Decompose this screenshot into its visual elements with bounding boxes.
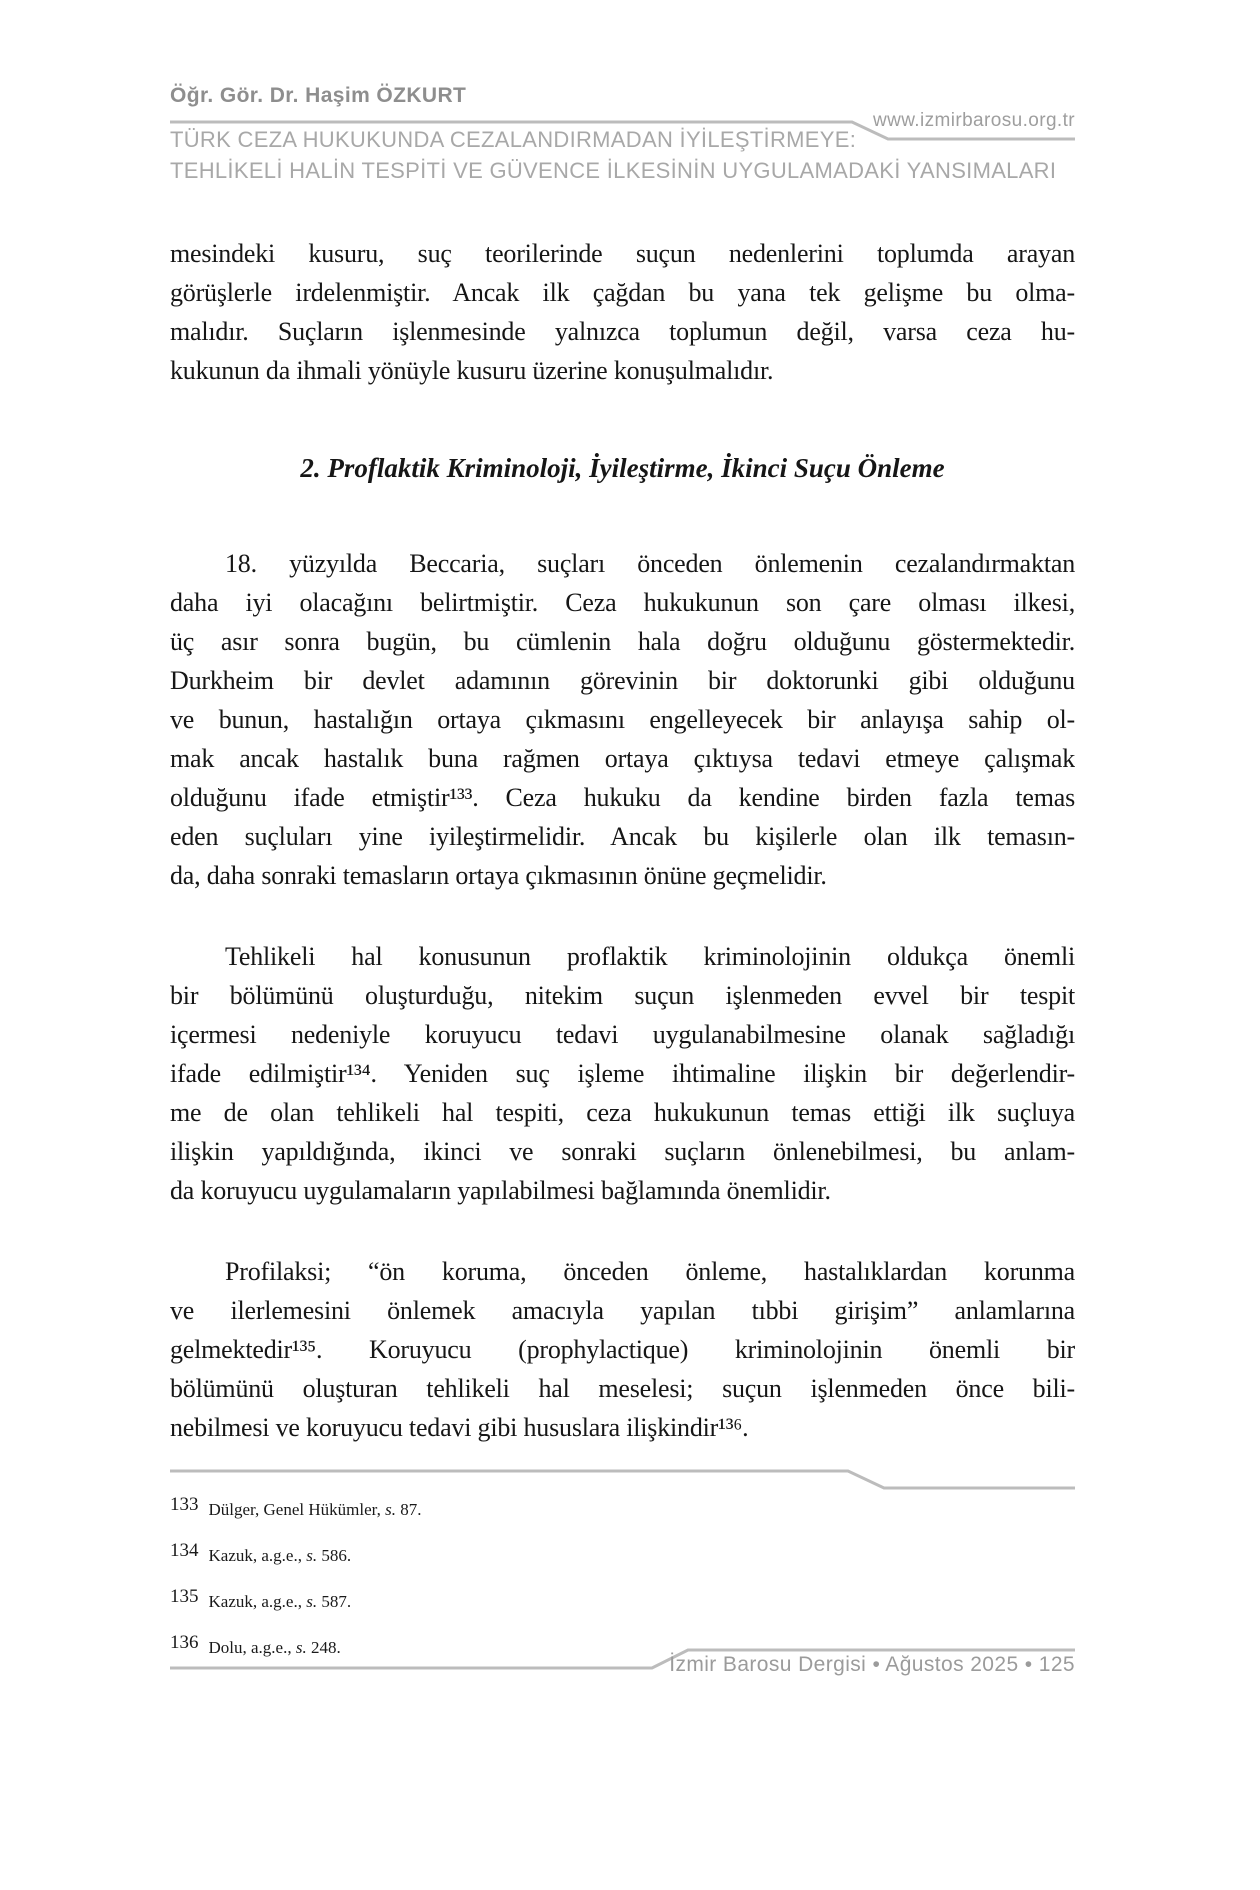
footnote-number: 134: [170, 1540, 199, 1561]
text-line: ve bunun, hastalığın ortaya çıkmasını engelleyecek bir anlayışa sahip ol-: [170, 705, 1075, 734]
paragraph: [170, 1252, 1075, 1447]
text-line: eden suçluları yine iyileştirmelidir. Ancak bu kişilerle olan ilk temasın-: [170, 822, 1075, 851]
text-line: Durkheim bir devlet adamının görevinin bir doktorunki gibi olduğunu: [170, 666, 1075, 695]
footnote: [170, 1494, 1075, 1540]
text-line: bölümünü oluşturan tehlikeli hal meselesi; suçun işlenmeden önce bili-: [170, 1374, 1075, 1403]
text-line: üç asır sonra bugün, bu cümlenin hala doğru olduğunu göstermektedir.: [170, 627, 1075, 656]
text-line: ilişkin yapıldığında, ikinci ve sonraki suçların önlenebilmesi, bu anlam-: [170, 1137, 1075, 1166]
text-line: bir bölümünü oluşturduğu, nitekim suçun işlenmeden evvel bir tespit: [170, 981, 1075, 1010]
text-line: görüşlerle irdelenmiştir. Ancak ilk çağdan bu yana tek gelişme bu olma-: [170, 278, 1075, 307]
text-line: daha iyi olacağını belirtmiştir. Ceza hukukunun son çare olması ilkesi,: [170, 588, 1075, 617]
text-line: da, daha sonraki temasların ortaya çıkmasının önüne geçmelidir.: [170, 861, 827, 890]
footnote-page-abbrev: s.: [306, 1546, 322, 1565]
section-heading: 2. Proflaktik Kriminoloji, İyileştirme, İkinci Suçu Önleme: [300, 453, 945, 483]
footnote-number: 135: [170, 1586, 199, 1607]
footnote-number: 136: [170, 1632, 199, 1653]
page-footer: İzmir Barosu Dergisi • Ağustos 2025 • 125: [669, 1653, 1075, 1676]
footnote: [170, 1586, 1075, 1632]
footnote-page-number: 248.: [310, 1638, 341, 1657]
footnote-page-abbrev: s.: [295, 1638, 311, 1657]
article-title-line1: TÜRK CEZA HUKUKUNDA CEZALANDIRMADAN İYİLEŞTİRMEYE:: [170, 127, 857, 152]
footnote-text: Dolu, a.g.e.,: [208, 1638, 296, 1657]
footnote-page-number: 587.: [321, 1592, 352, 1611]
text-line: nebilmesi ve koruyucu tedavi gibi hususlara ilişkindir¹³⁶.: [170, 1413, 749, 1442]
text-line: ifade edilmiştir¹³⁴. Yeniden suç işleme ihtimaline ilişkin bir değerlendir-: [170, 1059, 1075, 1088]
text-line: Tehlikeli hal konusunun proflaktik kriminolojinin oldukça önemli: [225, 942, 1075, 971]
paragraph: [170, 544, 1075, 895]
footnote-text: Dülger, Genel Hükümler,: [208, 1500, 386, 1519]
footnote-number: 133: [170, 1494, 199, 1515]
text-line: mak ancak hastalık buna rağmen ortaya çıktıysa tedavi etmeye çalışmak: [170, 744, 1075, 773]
text-line: da koruyucu uygulamaların yapılabilmesi bağlamında önemlidir.: [170, 1176, 831, 1205]
paragraph: [170, 937, 1075, 1210]
website-url: www.izmirbarosu.org.tr: [872, 110, 1075, 131]
text-line: olduğunu ifade etmiştir¹³³. Ceza hukuku da kendine birden fazla temas: [170, 783, 1075, 812]
text-line: Profilaksi; “ön koruma, önceden önleme, hastalıklardan korunma: [225, 1257, 1075, 1286]
paragraph: [170, 234, 1075, 390]
text-line: kukunun da ihmali yönüyle kusuru üzerine konuşulmalıdır.: [170, 356, 774, 385]
footnote-page-number: 586.: [321, 1546, 352, 1565]
footnote-page-abbrev: s.: [306, 1592, 322, 1611]
footnote: [170, 1540, 1075, 1586]
text-line: mesindeki kusuru, suç teorilerinde suçun nedenlerini toplumda arayan: [170, 239, 1075, 268]
article-title-line2: TEHLİKELİ HALİN TESPİTİ VE GÜVENCE İLKESİNİN UYGULAMADAKİ YANSIMALARI: [170, 158, 1057, 183]
footnotes: [170, 1494, 1075, 1678]
footnote-text: Kazuk, a.g.e.,: [208, 1592, 307, 1611]
footnote-text: Kazuk, a.g.e.,: [208, 1546, 307, 1565]
text-line: gelmektedir¹³⁵. Koruyucu (prophylactique) kriminolojinin önemli bir: [170, 1335, 1075, 1364]
author-name: Öğr. Gör. Dr. Haşim ÖZKURT: [170, 84, 467, 107]
body-content: [170, 234, 1075, 1447]
text-line: içermesi nedeniyle koruyucu tedavi uygulanabilmesine olanak sağladığı: [170, 1020, 1075, 1049]
footnote-rule: [170, 1471, 1075, 1488]
text-line: ve ilerlemesini önlemek amacıyla yapılan tıbbi girişim” anlamlarına: [170, 1296, 1075, 1325]
footnote-page-abbrev: s.: [385, 1500, 401, 1519]
text-line: malıdır. Suçların işlenmesinde yalnızca toplumun değil, varsa ceza hu-: [170, 317, 1075, 346]
footnote-page-number: 87.: [400, 1500, 422, 1519]
text-line: 18. yüzyılda Beccaria, suçları önceden önlemenin cezalandırmaktan: [225, 549, 1075, 578]
text-line: me de olan tehlikeli hal tespiti, ceza hukukunun temas ettiği ilk suçluya: [170, 1098, 1075, 1127]
